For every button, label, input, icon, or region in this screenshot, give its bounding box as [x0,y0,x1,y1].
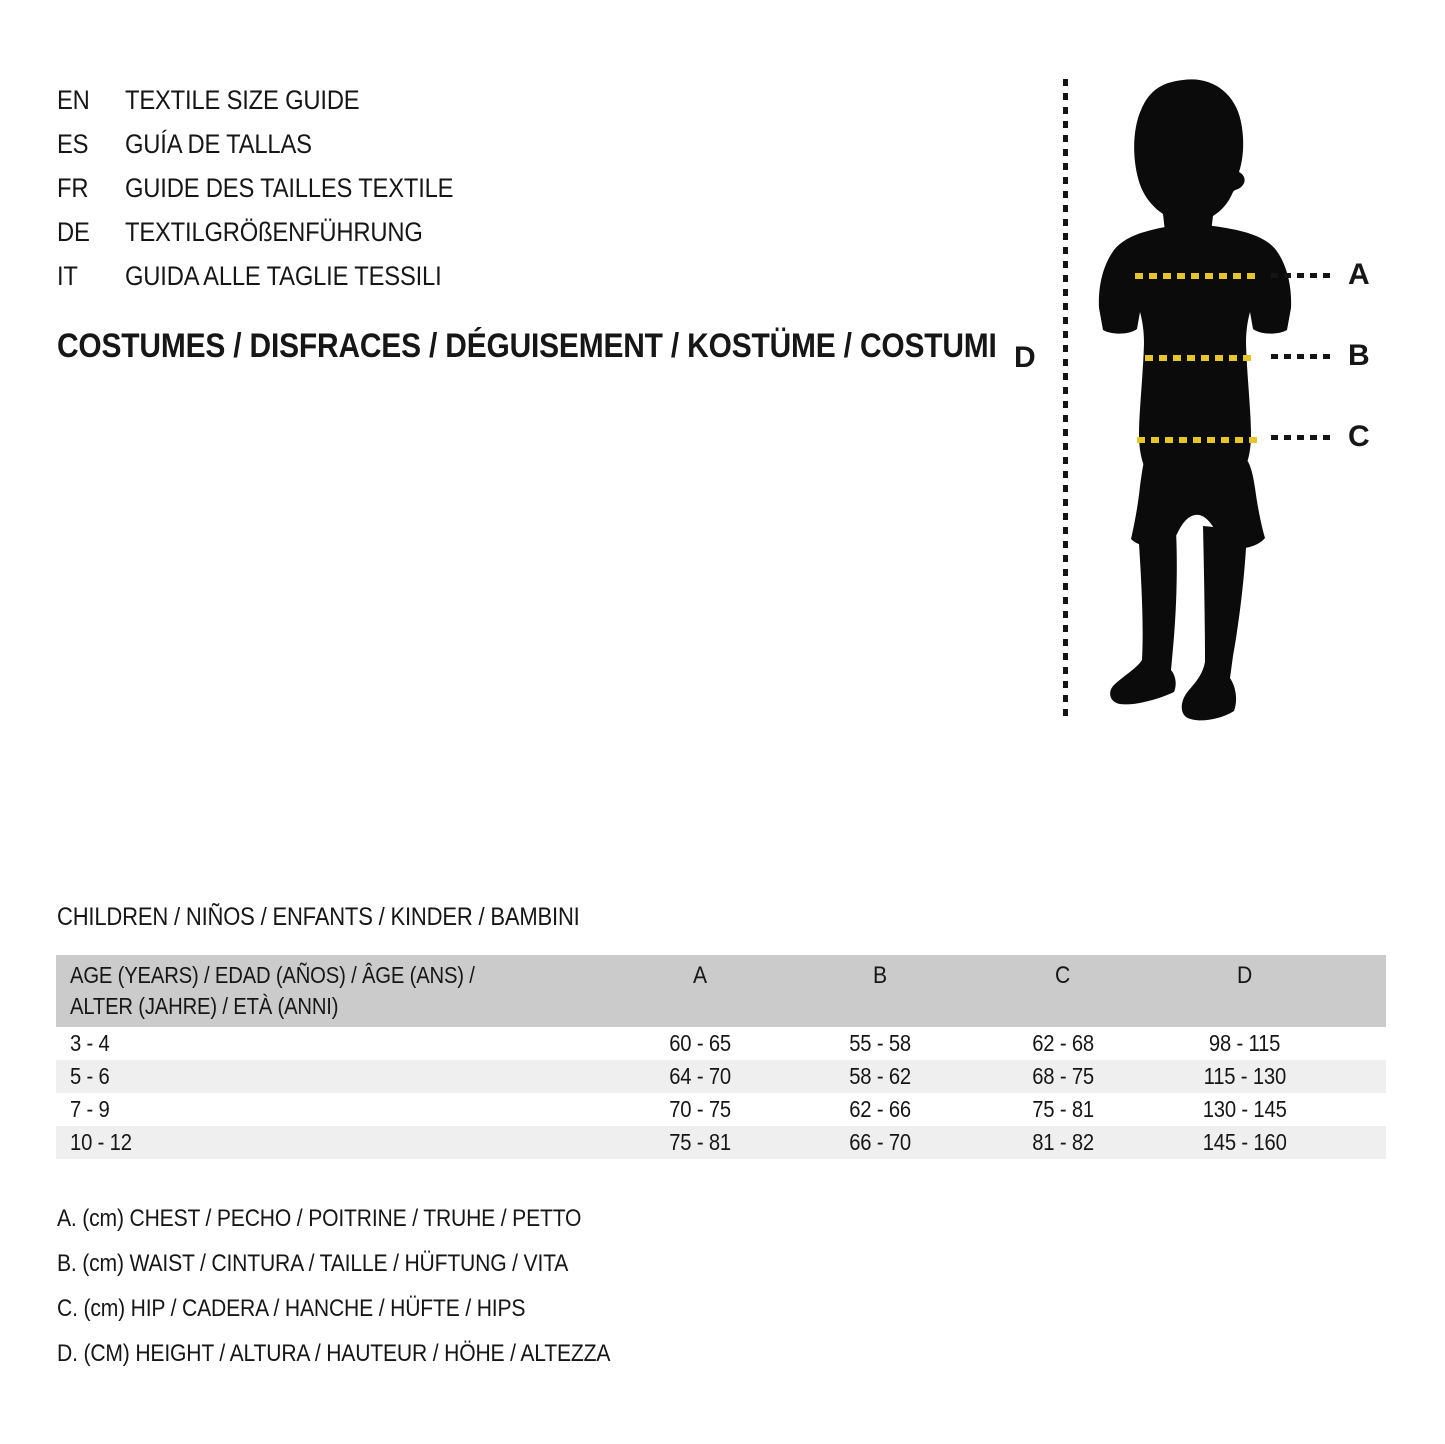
language-code: DE [57,217,90,247]
silhouette-head [1134,79,1244,236]
silhouette-right-leg [1182,526,1247,720]
category-title [57,327,1125,365]
height-cell: 98 - 115 [1209,1030,1281,1056]
language-code: ES [57,129,89,159]
waist-cell: 55 - 58 [849,1030,911,1056]
measurement-legend [57,1196,686,1376]
child-silhouette [1085,78,1305,723]
silhouette-torso [1099,225,1291,475]
chest-cell: 64 - 70 [669,1063,731,1089]
children-section-title-text: CHILDREN / NIÑOS / ENFANTS / KINDER / BAMBINI [57,903,580,931]
category-title-text: COSTUMES / DISFRACES / DÉGUISEMENT / KOSTÜME / COSTUMI [57,327,997,365]
height-cell: 145 - 160 [1203,1129,1287,1155]
hip-cell: 75 - 81 [1032,1096,1094,1122]
language-row [57,210,757,254]
language-row [57,78,757,122]
marker-label-c: C [1348,420,1370,453]
table-row [56,1093,1386,1126]
marker-label-d: D [1014,341,1036,374]
hip-cell: 62 - 68 [1032,1030,1094,1056]
guide-title: TEXTILE SIZE GUIDE [125,85,360,115]
height-cell: 130 - 145 [1203,1096,1287,1122]
hip-cell: 68 - 75 [1032,1063,1094,1089]
chest-guide-dotted-line [1271,273,1335,278]
language-code: FR [57,173,89,203]
hip-guide-dotted-line [1271,435,1335,440]
waist-cell: 58 - 62 [849,1063,911,1089]
guide-title: GUIDA ALLE TAGLIE TESSILI [125,261,442,291]
column-header-c: C [1055,962,1071,989]
age-cell: 7 - 9 [70,1096,110,1122]
legend-hip: C. (cm) HIP / CADERA / HANCHE / HÜFTE / HIPS [57,1295,526,1322]
language-row [57,122,757,166]
language-title-block [57,78,757,298]
age-cell: 5 - 6 [70,1063,110,1089]
age-header-line1: AGE (YEARS) / EDAD (AÑOS) / ÂGE (ANS) / [70,962,475,988]
waist-cell: 62 - 66 [849,1096,911,1122]
guide-title: GUIDE DES TAILLES TEXTILE [125,173,454,203]
legend-height: D. (CM) HEIGHT / ALTURA / HAUTEUR / HÖHE / ALTEZZA [57,1340,611,1367]
waist-guide-dotted-line [1271,354,1335,359]
guide-title: GUÍA DE TALLAS [125,129,312,159]
children-section-title [57,903,651,932]
language-code: EN [57,85,90,115]
size-table [56,955,1386,1159]
chest-cell: 75 - 81 [669,1129,731,1155]
waist-cell: 66 - 70 [849,1129,911,1155]
column-header-b: B [873,962,887,989]
legend-chest: A. (cm) CHEST / PECHO / POITRINE / TRUHE / PETTO [57,1205,582,1232]
marker-label-a: A [1348,258,1370,291]
language-row [57,254,757,298]
age-cell: 3 - 4 [70,1030,110,1056]
height-cell: 115 - 130 [1203,1063,1287,1089]
age-column-header [70,960,530,1022]
age-cell: 10 - 12 [70,1129,132,1155]
table-row [56,1126,1386,1159]
size-table-header [56,955,1386,1027]
language-row [57,166,757,210]
language-code: IT [57,261,78,291]
height-guide-dotted-line [1063,79,1068,719]
silhouette-left-leg [1110,528,1177,704]
hip-cell: 81 - 82 [1032,1129,1094,1155]
guide-title: TEXTILGRÖßENFÜHRUNG [125,217,423,247]
table-row [56,1027,1386,1060]
chest-cell: 70 - 75 [669,1096,731,1122]
table-row [56,1060,1386,1093]
age-header-line2: ALTER (JAHRE) / ETÀ (ANNI) [70,993,339,1019]
chest-cell: 60 - 65 [669,1030,731,1056]
marker-label-b: B [1348,339,1370,372]
column-header-d: D [1237,962,1253,989]
column-header-a: A [693,962,707,989]
legend-waist: B. (cm) WAIST / CINTURA / TAILLE / HÜFTUNG / VITA [57,1250,569,1277]
